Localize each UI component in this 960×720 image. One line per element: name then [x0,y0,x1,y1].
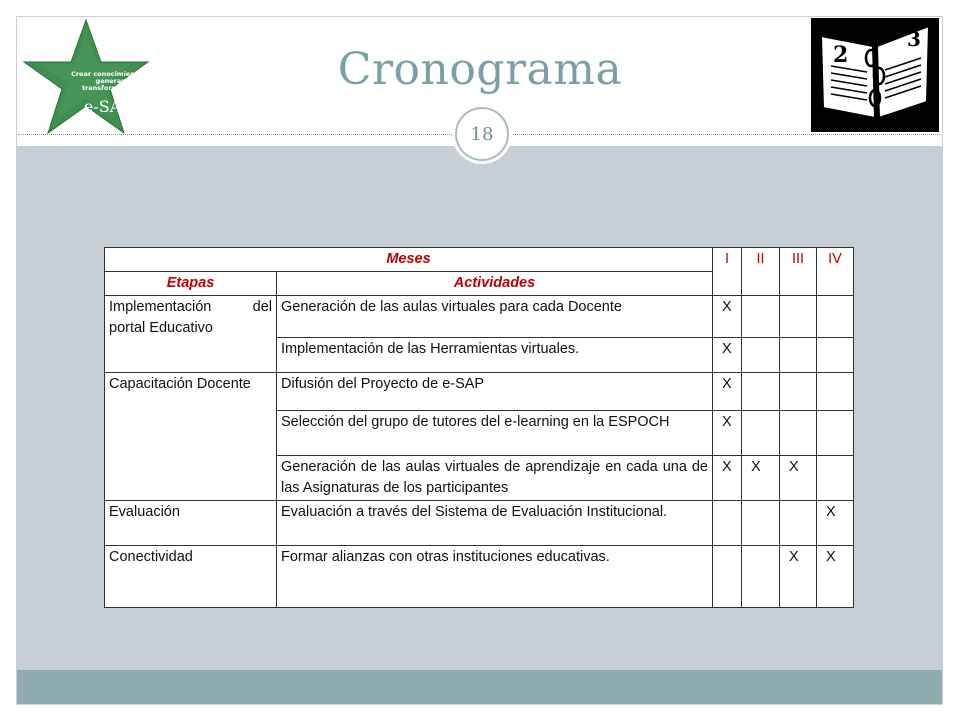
mark-cell [780,411,817,456]
table-row [105,501,854,546]
mark-cell [742,373,780,411]
calendar-page-left: 2 [833,42,849,68]
mark-cell [713,546,742,608]
mark-cell [742,296,780,338]
mark-cell [817,296,854,338]
etapa-cell: Evaluación [105,501,277,546]
mark-cell: X [817,546,854,608]
mark-cell [780,373,817,411]
header-etapas: Etapas [105,272,277,296]
page-number: 18 [470,123,494,145]
mark-cell: X [713,338,742,373]
page-number-badge [455,107,509,161]
bottom-band [17,670,942,704]
title-divider-right [508,134,940,135]
mark-cell [780,338,817,373]
table-row [105,373,854,411]
mark-cell [742,546,780,608]
header-actividades: Actividades [277,272,713,296]
month-header: IV [817,248,854,296]
page-title: Cronograma [337,44,623,95]
mark-cell: X [713,373,742,411]
mark-cell: X [742,456,780,501]
table-row [105,546,854,608]
actividad-cell: Generación de las aulas virtuales de aprendizaje en cada una de las Asignaturas de los participantes [277,456,713,501]
header-meses: Meses [105,248,713,272]
table-row [105,296,854,338]
mark-cell: X [713,411,742,456]
logo-caption-line2: generar transformación [81,77,139,92]
month-header: I [713,248,742,296]
schedule-table [104,247,854,608]
mark-cell [817,411,854,456]
mark-cell [742,501,780,546]
etapa-cell: Capacitación Docente [105,373,277,501]
actividad-cell: Formar alianzas con otras instituciones educativas. [277,546,713,608]
month-header: III [780,248,817,296]
logo-brand: e-SAP [83,97,133,116]
mark-cell [780,501,817,546]
etapa-cell: Conectividad [105,546,277,608]
mark-cell [742,411,780,456]
actividad-cell: Difusión del Proyecto de e-SAP [277,373,713,411]
actividad-cell: Implementación de las Herramientas virtuales. [277,338,713,373]
mark-cell [817,373,854,411]
logo-caption-line1: Crear conocimiento y [71,70,149,78]
mark-cell [780,296,817,338]
actividad-cell: Selección del grupo de tutores del e-learning en la ESPOCH [277,411,713,456]
mark-cell [817,338,854,373]
actividad-cell: Evaluación a través del Sistema de Evaluación Institucional. [277,501,713,546]
month-header: II [742,248,780,296]
mark-cell [817,456,854,501]
calendar-icon [811,18,939,132]
mark-cell [713,501,742,546]
mark-cell: X [713,456,742,501]
actividad-cell: Generación de las aulas virtuales para cada Docente [277,296,713,338]
mark-cell: X [817,501,854,546]
mark-cell: X [780,456,817,501]
mark-cell: X [713,296,742,338]
mark-cell: X [780,546,817,608]
calendar-page-right: 3 [907,27,921,51]
header-row-months [105,248,854,272]
etapa-cell: Implementación del portal Educativo [105,296,277,373]
mark-cell [742,338,780,373]
